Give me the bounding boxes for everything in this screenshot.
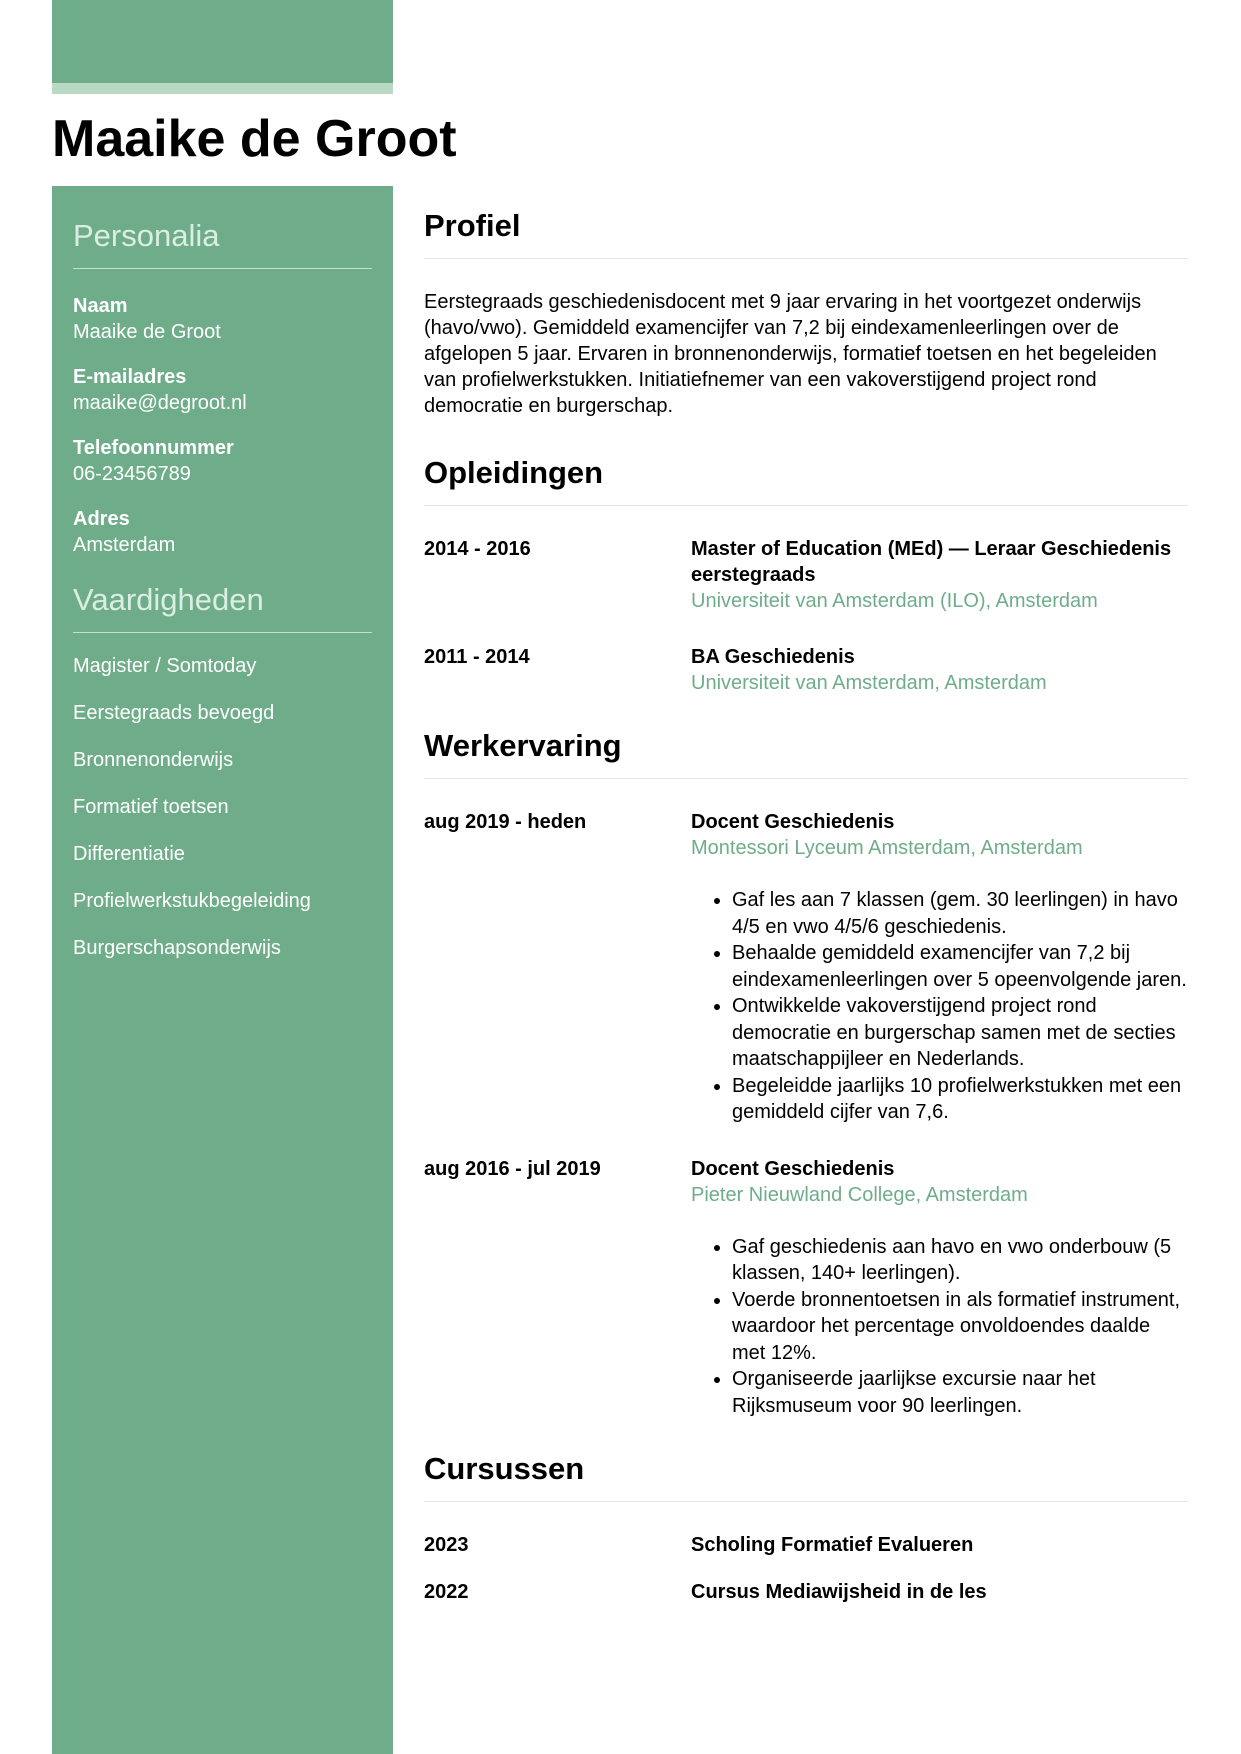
entry-date: aug 2019 - heden (424, 811, 587, 833)
skill-item: Differentiatie (73, 843, 185, 865)
experience-heading: Werkervaring (424, 726, 1188, 779)
entry-title: Docent Geschiedenis (691, 811, 895, 833)
entry-employer: Montessori Lyceum Amsterdam, Amsterdam (691, 837, 1083, 859)
personal-list (73, 293, 372, 558)
entry-title: Scholing Formatief Evalueren (691, 1534, 974, 1556)
experience-section (424, 726, 1188, 1419)
bullet-item: • Behaalde gemiddeld examencijfer van 7,2 bij eindexamenleerlingen over 5 opeenvolgende jaren. (732, 940, 1188, 993)
courses-heading: Cursussen (424, 1449, 1188, 1502)
skills-list (73, 653, 372, 961)
profile-text: Eerstegraads geschiedenisdocent met 9 jaar ervaring in het voortgezet onderwijs (havo/vwo). Gemiddeld examencijfer van 7,2 bij eindexamenleerlingen over de afgelopen 5 jaar. Ervaren in bronnenonderwijs, formatief toetsen en het begeleiden van profielwerkstukken. Initiatiefnemer van een vakoverstijgend project rond democratie en burgerschap. (424, 291, 1157, 417)
personal-label: Naam (73, 295, 128, 317)
education-entry (424, 536, 1188, 614)
courses-list (424, 1532, 1188, 1605)
bullet-item: • Gaf les aan 7 klassen (gem. 30 leerlingen) in havo 4/5 en vwo 4/5/6 geschiedenis. (732, 887, 1188, 940)
experience-entry (424, 809, 1188, 1126)
entry-institution: Universiteit van Amsterdam, Amsterdam (691, 672, 1047, 694)
personal-item-phone (73, 435, 372, 487)
entry-employer: Pieter Nieuwland College, Amsterdam (691, 1183, 1028, 1206)
course-entry (424, 1579, 1188, 1605)
address-value: Amsterdam (73, 534, 176, 556)
skill-item: Profielwerkstukbegeleiding (73, 890, 311, 912)
header-accent-bar (52, 0, 393, 83)
personal-label: Telefoonnummer (73, 437, 234, 459)
education-heading: Opleidingen (424, 453, 1188, 506)
entry-title: Cursus Mediawijsheid in de les (691, 1581, 987, 1603)
entry-date: 2011 - 2014 (424, 646, 530, 668)
personal-item-email (73, 364, 372, 416)
personal-heading: Personalia (73, 216, 372, 269)
bullet-item: • Organiseerde jaarlijkse excursie naar het Rijksmuseum voor 90 leerlingen. (732, 1366, 1188, 1419)
profile-heading: Profiel (424, 206, 1188, 259)
entry-title: BA Geschiedenis (691, 646, 855, 668)
personal-label: E-mailadres (73, 366, 187, 388)
education-section (424, 453, 1188, 696)
entry-bullets (691, 887, 1188, 1126)
courses-section (424, 1449, 1188, 1605)
skill-item: Eerstegraads bevoegd (73, 702, 275, 724)
sidebar (52, 186, 393, 1754)
skills-heading: Vaardigheden (73, 580, 372, 633)
personal-value: Maaike de Groot (73, 321, 221, 343)
entry-date: 2014 - 2016 (424, 538, 531, 560)
email-value[interactable]: maaike@degroot.nl (73, 392, 247, 414)
entry-body (691, 809, 1188, 1126)
entry-date: aug 2016 - jul 2019 (424, 1157, 601, 1180)
course-entry (424, 1532, 1188, 1558)
skill-item: Formatief toetsen (73, 796, 229, 818)
education-list (424, 536, 1188, 696)
bullet-item: • Voerde bronnentoetsen in als formatief instrument, waardoor het percentage onvoldoendes daalde met 12%. (732, 1287, 1188, 1367)
candidate-name: Maaike de Groot (52, 110, 457, 168)
entry-title: Master of Education (MEd) — Leraar Geschiedenis eerstegraads (691, 538, 1172, 586)
entry-body (691, 644, 1188, 696)
skill-item: Bronnenonderwijs (73, 749, 234, 771)
personal-label: Adres (73, 508, 130, 530)
header-accent-stripe (52, 83, 393, 94)
personal-item-address (73, 506, 372, 558)
experience-list (424, 809, 1188, 1419)
phone-value: 06-23456789 (73, 463, 191, 485)
entry-title: Docent Geschiedenis (691, 1157, 895, 1180)
entry-date: 2022 (424, 1581, 469, 1603)
skill-item: Magister / Somtoday (73, 655, 257, 677)
skill-item: Burgerschapsonderwijs (73, 937, 281, 959)
entry-bullets (691, 1234, 1188, 1420)
entry-date: 2023 (424, 1534, 469, 1556)
entry-body (691, 1532, 1188, 1558)
personal-item-name (73, 293, 372, 345)
bullet-item: • Ontwikkelde vakoverstijgend project rond democratie en burgerschap samen met de secties maatschappijleer en Nederlands. (732, 993, 1188, 1073)
education-entry (424, 644, 1188, 696)
profile-section (424, 206, 1188, 419)
entry-body (691, 536, 1188, 614)
entry-body (691, 1156, 1188, 1420)
entry-institution: Universiteit van Amsterdam (ILO), Amsterdam (691, 590, 1098, 612)
entry-body (691, 1579, 1188, 1605)
bullet-item: • Begeleidde jaarlijks 10 profielwerkstukken met een gemiddeld cijfer van 7,6. (732, 1073, 1188, 1126)
experience-entry (424, 1156, 1188, 1420)
main-content (424, 206, 1188, 1626)
bullet-item: • Gaf geschiedenis aan havo en vwo onderbouw (5 klassen, 140+ leerlingen). (732, 1234, 1188, 1287)
